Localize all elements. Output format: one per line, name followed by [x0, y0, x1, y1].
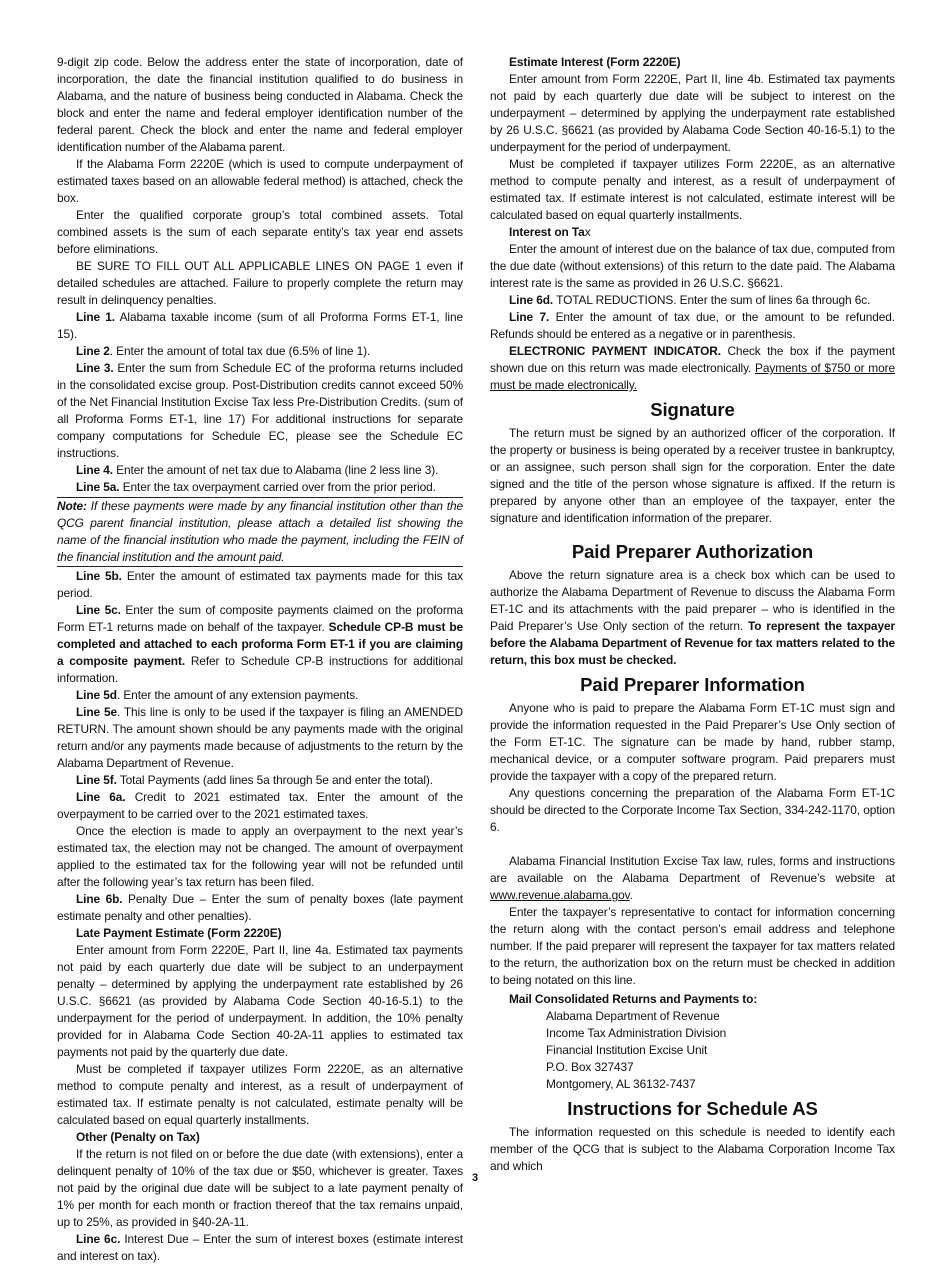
address-line-3: Financial Institution Excise Unit [546, 1043, 708, 1057]
interest-on-tax-heading [490, 224, 895, 241]
line-5c-text: Enter the sum of composite payments claimed on the proforma Form ET-1 returns made on behalf of the taxpayer. [57, 603, 463, 634]
line-5c-instruction [57, 602, 463, 687]
line-5c-requirement: Schedule CP-B must be completed and attached to each proforma Form ET-1 if you are claiming a composite payment. [57, 620, 463, 668]
address-line-5: Montgomery, AL 36132-7437 [546, 1077, 696, 1091]
electronic-payment-label: ELECTRONIC PAYMENT INDICATOR. [509, 344, 721, 358]
electronic-payment-text: Check the box if the payment shown due on this return was made electronically. [490, 344, 895, 375]
address-line-2: Income Tax Administration Division [546, 1026, 727, 1040]
line-6c-label: Line 6c. [76, 1232, 121, 1246]
line-4-instruction [57, 462, 463, 479]
note-label: Note: [57, 499, 87, 513]
left-column [57, 54, 463, 1265]
paid-preparer-information-heading: Paid Preparer Information [580, 674, 805, 695]
revenue-website-link[interactable]: www.revenue.alabama.gov [490, 888, 630, 902]
line-6d-instruction [490, 292, 895, 309]
line-3-text: Enter the sum from Schedule EC of the proforma returns included in the consolidated excise group. Post-Distribution credits cannot exceed 50% of the Net Financial Institution Excise Tax less Pre-Distribution Credits. (sum of all Proforma Forms ET-1, line 17) For additional instructions for separate company computations for Schedule EC, please see the Schedule EC instructions. [57, 361, 463, 460]
signature-heading: Signature [650, 399, 735, 420]
line-6c-instruction [57, 1231, 463, 1265]
page-number: 3 [471, 1172, 479, 1184]
late-payment-paragraph-2: Must be completed if taxpayer utilizes Form 2220E, as an alternative method to compute penalty and interest, as a result of underpayment of estimated tax. If estimate penalty is not calculated, estimate penalty will be calculated based on equal quarterly installments. [57, 1062, 463, 1127]
line-5e-label: Line 5e [76, 705, 117, 719]
line-5f-instruction [57, 772, 463, 789]
address-line-1: Alabama Department of Revenue [546, 1009, 720, 1023]
line-5e-text: . This line is only to be used if the taxpayer is filing an AMENDED RETURN. The amount shown should be any payments made with the original return and/or any payments made because of adjustments to the return by the Alabama Department of Revenue. [57, 705, 463, 770]
election-paragraph: Once the election is made to apply an overpayment to the next year’s estimated tax, the election may not be changed. The amount of overpayment applied to the estimated tax for the following year will not be refunded until after the following year’s tax return has been filed. [57, 824, 463, 889]
combined-assets-paragraph: Enter the qualified corporate group’s total combined assets. Total combined assets is the sum of each separate entity’s tax year end assets before eliminations. [57, 208, 463, 256]
right-column [490, 54, 895, 1175]
schedule-as-heading: Instructions for Schedule AS [567, 1098, 818, 1119]
paid-preparer-authorization-paragraph [490, 567, 895, 669]
paid-preparer-authorization-requirement: To represent the taxpayer before the Alabama Department of Revenue for tax matters related to the return, this box must be checked. [490, 619, 896, 667]
line-5c-label: Line 5c. [76, 603, 121, 617]
line-6c-text: Interest Due – Enter the sum of interest boxes (estimate interest and interest on tax). [57, 1232, 463, 1263]
line-3-instruction [57, 360, 463, 462]
line-5c-tail: Refer to Schedule CP-B instructions for additional information. [57, 654, 464, 685]
line-6b-instruction [57, 891, 463, 925]
line-5b-label: Line 5b. [76, 569, 122, 583]
line-6d-text: TOTAL REDUCTIONS. Enter the sum of lines 6a through 6c. [553, 293, 871, 307]
fill-out-lines-paragraph: BE SURE TO FILL OUT ALL APPLICABLE LINES ON PAGE 1 even if detailed schedules are attached. Failure to properly complete the return may result in delinquency penalties. [57, 259, 463, 307]
line-7-label: Line 7. [509, 310, 550, 324]
line-1-label: Line 1. [76, 310, 115, 324]
spacer [490, 836, 895, 853]
other-penalty-heading: Other (Penalty on Tax) [76, 1130, 200, 1144]
line-6a-label: Line 6a. [76, 790, 126, 804]
signature-paragraph: The return must be signed by an authorized officer of the corporation. If the property or business is being operated by a receiver trustee in bankruptcy, or an assignee, such person shall sign for the corporation. Enter the date signed and the title of the person whose signature is affixed. If the return is prepared by anyone other than an employee of the taxpayer, enter the signature and identification information of the preparer. [490, 426, 895, 525]
line-6d-label: Line 6d. [509, 293, 554, 307]
line-6a-text: Credit to 2021 estimated tax. Enter the amount of the overpayment to be carried over to the 2021 estimated taxes. [57, 790, 463, 821]
line-5b-instruction [57, 568, 463, 602]
line-6b-text: Penalty Due – Enter the sum of penalty boxes (late payment estimate penalty and other penalties). [57, 892, 463, 923]
line-7-text: Enter the amount of tax due, or the amount to be refunded. Refunds should be entered as a negative or in parenthesis. [490, 310, 895, 341]
note-text: If these payments were made by any financial institution other than the QCG parent financial institution, please attach a detailed list showing the name of the financial institution who made the payment, including the FEIN of the financial institution and the amount paid. [57, 499, 463, 564]
other-penalty-paragraph: If the return is not filed on or before the due date (with extensions), enter a delinquent penalty of 10% of the tax due or $50, whichever is greater. Taxes not paid by the original due date will be subject to a late payment penalty of 1% per month for each month or fraction thereof that the tax remains unpaid, up to 25%, as provided in §40-2A-11. [57, 1147, 463, 1229]
representative-paragraph: Enter the taxpayer’s representative to contact for information concerning the return along with the contact person’s email address and telephone number. If the paid preparer will represent the taxpayer for tax matters related to the return, the authorization box on the return must be checked in addition to being notated on this line. [490, 905, 895, 987]
estimate-interest-paragraph-1: Enter amount from Form 2220E, Part II, line 4b. Estimated tax payments not paid by each quarterly due date will be subject to interest on the underpayment – determined by applying the underpayment rate established by 26 U.S.C. §6621 (as provided by Alabama Code Section 40-16-5.1) to the underpayment for the period of underpayment. [490, 72, 895, 154]
line-1-text: Alabama taxable income (sum of all Proforma Forms ET-1, line 15). [57, 310, 463, 341]
line-1-instruction [57, 309, 463, 343]
estimate-interest-paragraph-2: Must be completed if taxpayer utilizes Form 2220E, as an alternative method to compute penalty and interest, as a result of underpayment of estimated tax. If estimate interest is not calculated, estimate interest will be calculated based on equal quarterly installments. [490, 157, 895, 222]
address-line-4: P.O. Box 327437 [546, 1060, 634, 1074]
line-5d-instruction [57, 687, 463, 704]
line-2-label: Line 2 [76, 344, 110, 358]
line-5b-text: Enter the amount of estimated tax payments made for this tax period. [57, 569, 463, 600]
electronic-payment-paragraph [490, 343, 895, 394]
line-5d-label: Line 5d [76, 688, 117, 702]
line-6a-instruction [57, 789, 463, 823]
paid-preparer-authorization-heading: Paid Preparer Authorization [571, 541, 814, 562]
website-paragraph [490, 853, 895, 904]
interest-on-tax-heading-bold: Interest on Ta [509, 225, 585, 239]
electronic-payment-requirement: Payments of $750 or more must be made electronically. [490, 361, 895, 392]
line-5a-instruction [57, 479, 463, 496]
interest-on-tax-heading-plain: x [584, 225, 591, 239]
interest-on-tax-paragraph: Enter the amount of interest due on the balance of tax due, computed from the due date (without extensions) of this return to the date paid. The Alabama interest rate is the same as provided in 26 U.S.C. §6621. [490, 242, 895, 290]
paid-preparer-authorization-text: Above the return signature area is a check box which can be used to authorize the Alabama Department of Revenue to discuss the Alabama Form ET-1C and its attachments with the paid preparer – who is identified in the Paid Preparer’s Use Only section of the return. [490, 568, 895, 633]
website-text: Alabama Financial Institution Excise Tax law, rules, forms and instructions are available on the Alabama Department of Revenue’s website at [490, 854, 895, 885]
mail-heading: Mail Consolidated Returns and Payments to: [509, 992, 758, 1006]
line-4-label: Line 4. [76, 463, 113, 477]
line-5e-instruction [57, 704, 463, 772]
line-5f-text: Total Payments (add lines 5a through 5e and enter the total). [116, 773, 433, 787]
website-tail: . [629, 888, 633, 902]
line-5f-label: Line 5f. [76, 773, 117, 787]
spacer [490, 527, 895, 539]
late-payment-heading: Late Payment Estimate (Form 2220E) [76, 926, 282, 940]
line-5a-label: Line 5a. [76, 480, 120, 494]
late-payment-paragraph-1: Enter amount from Form 2220E, Part II, line 4a. Estimated tax payments not paid by each quarterly due date will be subject to an underpayment penalty – determined by applying the underpayment rate established by 26 U.S.C. §6621 (as provided by Alabama Code Section 40-16-5.1) to the underpayment for the period of underpayment. In addition, the 10% penalty provided for in Alabama Code Section 40-2A-11 applies to estimated tax payments not paid by the quarterly due date. [57, 943, 463, 1059]
estimate-interest-heading: Estimate Interest (Form 2220E) [509, 55, 681, 69]
line-5d-text: . Enter the amount of any extension payments. [116, 688, 359, 702]
line-2-instruction [57, 343, 463, 360]
paid-preparer-information-paragraph-1: Anyone who is paid to prepare the Alabama Form ET-1C must sign and provide the information requested in the Paid Preparer’s Use Only section of the Form ET-1C. The signature can be made by hand, rubber stamp, mechanical device, or a computer software program. Paid preparers must provide the taxpayer with a copy of the prepared return. [490, 701, 895, 783]
note-box [57, 497, 463, 567]
schedule-as-paragraph: The information requested on this schedule is needed to identify each member of the QCG that is subject to the Alabama Corporation Income Tax and which [490, 1125, 895, 1173]
intro-paragraph: 9-digit zip code. Below the address enter the state of incorporation, date of incorporation, the date the financial institution qualified to do business in Alabama, and the nature of business being conducted in Alabama. Check the block and enter the name and federal employer identification number of the federal parent. Check the block and enter the name and federal employer identification number of the Alabama parent. [57, 55, 463, 154]
line-4-text: Enter the amount of net tax due to Alabama (line 2 less line 3). [112, 463, 439, 477]
line-3-label: Line 3. [76, 361, 114, 375]
line-7-instruction [490, 309, 895, 343]
line-5a-text: Enter the tax overpayment carried over from the prior period. [119, 480, 436, 494]
form-2220e-paragraph: If the Alabama Form 2220E (which is used to compute underpayment of estimated taxes based on an allowable federal method) is attached, check the box. [57, 157, 463, 205]
line-6b-label: Line 6b. [76, 892, 123, 906]
paid-preparer-information-paragraph-2: Any questions concerning the preparation of the Alabama Form ET-1C should be directed to the Corporate Income Tax Section, 334-242-1170, option 6. [490, 786, 895, 834]
line-2-text: . Enter the amount of total tax due (6.5% of line 1). [109, 344, 371, 358]
